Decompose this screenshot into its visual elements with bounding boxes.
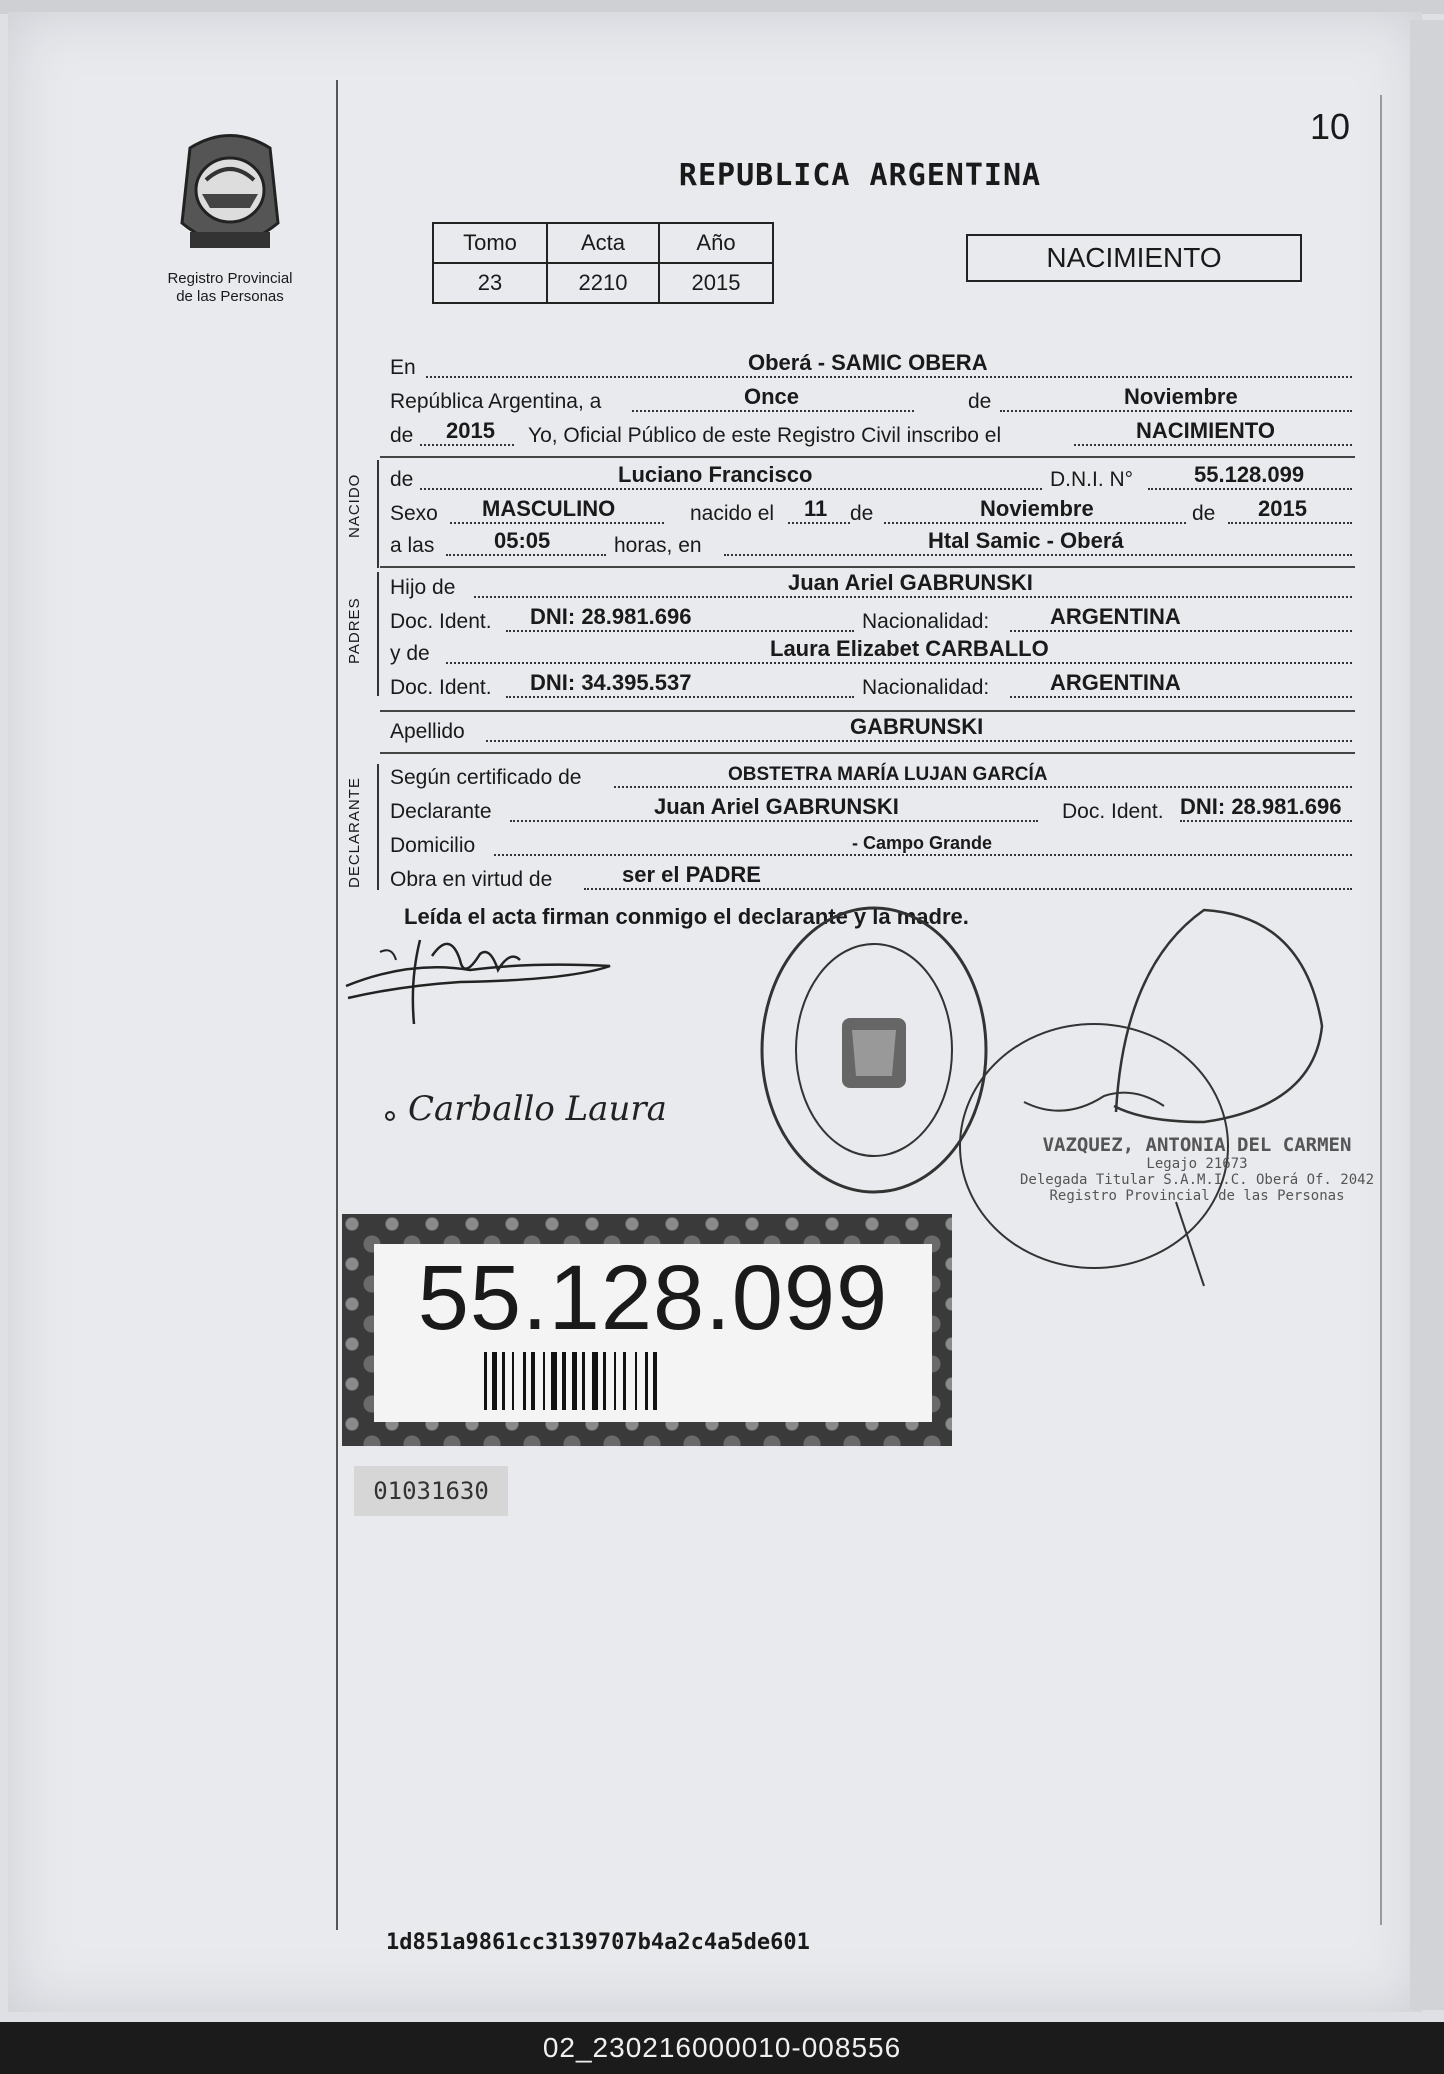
section-bracket [377, 460, 379, 568]
officer-signature-icon [944, 906, 1344, 1306]
value-father-doc: DNI: 28.981.696 [530, 604, 692, 629]
value-apellido: GABRUNSKI [850, 714, 984, 739]
value-domicilio: - Campo Grande [852, 833, 993, 853]
barcode-bar [653, 1352, 657, 1410]
value-child-name: Luciano Francisco [618, 462, 813, 487]
mother-signature-text: Carballo Laura [408, 1089, 667, 1129]
label-nacionalidad: Nacionalidad: [862, 610, 990, 633]
label-republica: República Argentina, a [390, 390, 602, 413]
label-doc-ident: Doc. Ident. [1062, 800, 1164, 823]
row-obra [388, 862, 1354, 894]
side-label-padres: PADRES [346, 597, 363, 664]
label-de: de [390, 468, 414, 491]
row-year [388, 418, 1354, 450]
dni-sticker [342, 1214, 952, 1446]
label-nacionalidad: Nacionalidad: [862, 676, 990, 699]
barcode-bar [492, 1352, 497, 1410]
label-year-prefix: de [390, 424, 414, 447]
label-declarante: Declarante [390, 800, 492, 823]
barcode-bar [562, 1352, 566, 1410]
barcode-bar [502, 1352, 505, 1410]
barcode-bar [635, 1352, 637, 1410]
value-acto: NACIMIENTO [1136, 418, 1275, 443]
barcode-bar [592, 1352, 598, 1410]
value-sexo: MASCULINO [482, 496, 616, 521]
label-certificado: Según certificado de [390, 766, 582, 789]
scan-footer-bar [0, 2022, 1444, 2074]
scan-footer-id: 02_230216000010-008556 [542, 2032, 902, 2063]
label-obra: Obra en virtud de [390, 868, 553, 891]
crest-caption-line1: Registro Provincial [167, 270, 293, 287]
side-label-nacido: NACIDO [346, 473, 363, 538]
label-nacido-el: nacido el [690, 502, 775, 525]
row-father-doc [388, 604, 1354, 636]
left-margin-rule [336, 80, 338, 1930]
value-mother-doc: DNI: 34.395.537 [530, 670, 692, 695]
label-y-de: y de [390, 642, 430, 665]
section-bracket [377, 572, 379, 696]
value-mother-name: Laura Elizabet CARBALLO [770, 636, 1049, 661]
barcode-bar [543, 1352, 545, 1410]
label-de: de [968, 390, 992, 413]
section-separator [380, 456, 1355, 458]
mother-signature-icon [378, 1076, 678, 1136]
barcode-icon [484, 1352, 824, 1410]
value-father-name: Juan Ariel GABRUNSKI [788, 570, 1033, 595]
record-type-box: NACIMIENTO [966, 234, 1302, 282]
value-certificado: OBSTETRA MARÍA LUJAN GARCÍA [728, 764, 1048, 785]
barcode-bar [572, 1352, 577, 1410]
value-birth-day: 11 [804, 496, 828, 521]
registry-header-tomo: Tomo [433, 223, 547, 263]
registry-value-tomo: 23 [433, 263, 547, 303]
row-domicilio [388, 828, 1354, 860]
closing-statement: Leída el acta firman conmigo el declarante y la madre. [404, 904, 969, 929]
value-mother-nationality: ARGENTINA [1050, 670, 1181, 695]
page-number: 10 [1310, 106, 1351, 147]
value-birth-place: Htal Samic - Oberá [928, 528, 1124, 553]
provincial-crest-icon [170, 128, 290, 263]
section-separator [380, 710, 1355, 712]
label-doc-ident: Doc. Ident. [390, 610, 492, 633]
officer-stamp [1020, 1134, 1374, 1204]
registry-header-anio: Año [659, 223, 773, 263]
dni-sticker-inner [374, 1244, 932, 1422]
label-de: de [850, 502, 874, 525]
declarant-signature-icon [340, 920, 620, 1030]
value-father-nationality: ARGENTINA [1050, 604, 1181, 629]
officer-role: Delegada Titular S.A.M.I.C. Oberá Of. 2042 [1020, 1172, 1375, 1188]
barcode-bar [531, 1352, 535, 1410]
section-separator [380, 566, 1355, 568]
row-republica [388, 384, 1354, 416]
label-de: de [1192, 502, 1216, 525]
value-month: Noviembre [1124, 384, 1238, 409]
value-child-dni: 55.128.099 [1194, 462, 1305, 487]
officer-legajo: Legajo 21673 [1146, 1156, 1248, 1172]
barcode-bar [523, 1352, 526, 1410]
row-hijo-de [388, 570, 1354, 602]
barcode-bar [551, 1352, 557, 1410]
row-nacido-hora [388, 528, 1354, 560]
crest-caption-line2: de las Personas [176, 288, 284, 305]
scan-right-edge [1410, 20, 1444, 2010]
officer-institution: Registro Provincial de las Personas [1049, 1188, 1345, 1204]
label-alas: a las [390, 534, 435, 557]
value-year: 2015 [446, 418, 495, 443]
label-doc-ident: Doc. Ident. [390, 676, 492, 699]
crest-caption [140, 270, 320, 306]
value-en: Oberá - SAMIC OBERA [748, 350, 988, 375]
registry-value-acta: 2210 [547, 263, 659, 303]
serial-number: 01031630 [354, 1466, 508, 1516]
row-certificado [388, 760, 1354, 792]
section-separator [380, 752, 1355, 754]
label-dni: D.N.I. N° [1050, 468, 1134, 491]
value-birth-year: 2015 [1258, 496, 1307, 521]
right-margin-rule [1380, 95, 1382, 1925]
row-mother-doc [388, 670, 1354, 702]
row-declarante [388, 794, 1354, 826]
barcode-bar [645, 1352, 648, 1410]
barcode-bar [603, 1352, 606, 1410]
row-nacido-sexo [388, 496, 1354, 528]
row-apellido [388, 714, 1354, 746]
barcode-bar [623, 1352, 626, 1410]
registry-value-row [433, 263, 773, 303]
side-label-declarante: DECLARANTE [346, 777, 363, 888]
label-en: En [390, 356, 416, 379]
document-title: REPUBLICA ARGENTINA [678, 158, 1042, 193]
barcode-bar [484, 1352, 487, 1410]
section-bracket [377, 764, 379, 890]
label-horas-en: horas, en [614, 534, 702, 557]
value-day: Once [744, 384, 800, 409]
officer-name: VAZQUEZ, ANTONIA DEL CARMEN [1042, 1134, 1352, 1156]
value-obra: ser el PADRE [622, 862, 761, 887]
registry-header-acta: Acta [547, 223, 659, 263]
value-declarante-doc: DNI: 28.981.696 [1180, 794, 1342, 819]
barcode-bar [512, 1352, 514, 1410]
dni-number: 55.128.099 [417, 1247, 889, 1349]
row-nacido-name [388, 462, 1354, 494]
row-en [388, 350, 1354, 382]
registry-table [432, 222, 774, 304]
barcode-bar [614, 1352, 616, 1410]
label-hijo-de: Hijo de [390, 576, 456, 599]
value-birth-month: Noviembre [980, 496, 1094, 521]
registry-value-anio: 2015 [659, 263, 773, 303]
label-apellido: Apellido [390, 720, 465, 743]
label-oficial: Yo, Oficial Público de este Registro Civil inscribo el [528, 424, 1002, 447]
label-sexo: Sexo [390, 502, 438, 525]
barcode-bar [582, 1352, 585, 1410]
value-declarante: Juan Ariel GABRUNSKI [654, 794, 899, 819]
registry-header-row [433, 223, 773, 263]
document-hash: 1d851a9861cc3139707b4a2c4a5de601 [386, 1930, 810, 1955]
value-hour: 05:05 [494, 528, 551, 553]
row-y-de [388, 636, 1354, 668]
label-domicilio: Domicilio [390, 834, 476, 857]
